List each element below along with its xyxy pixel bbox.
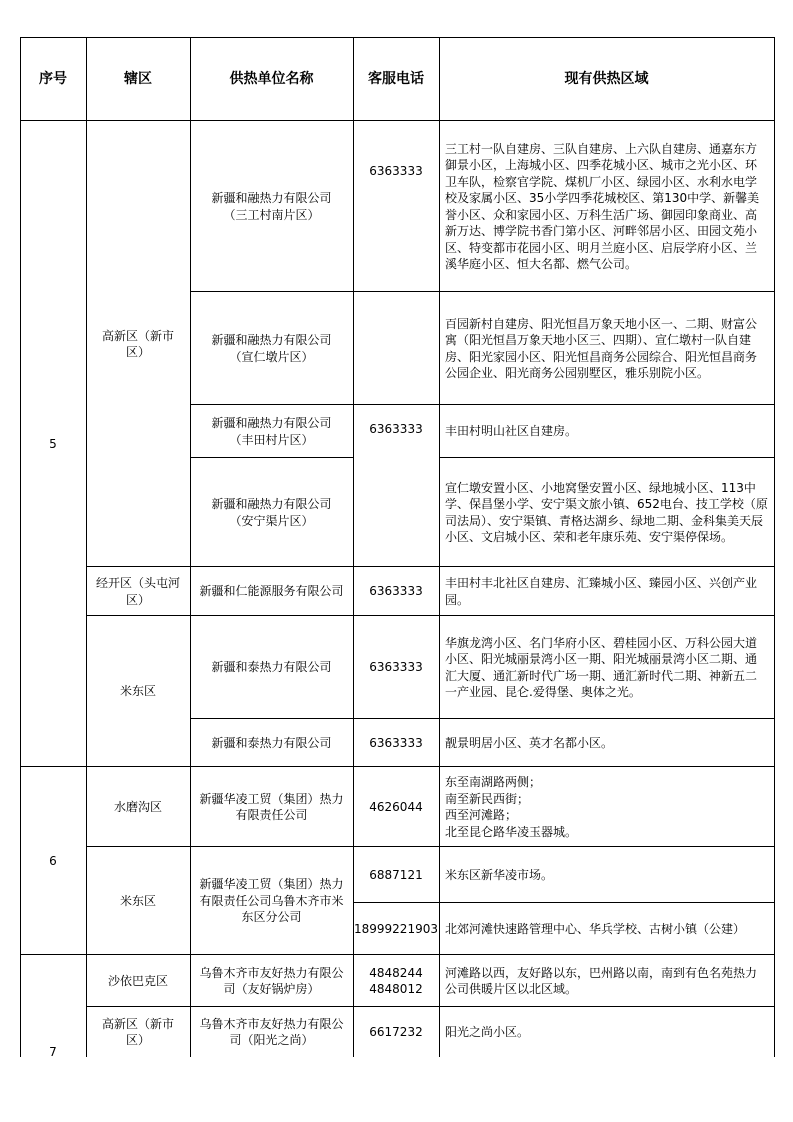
company-row-4: 新疆和融热力有限公司（安宁渠片区） xyxy=(211,497,332,528)
company-row-5: 新疆和仁能源服务有限公司 xyxy=(199,584,344,599)
area-row-1: 三工村一队自建房、三队自建房、上六队自建房、通嘉东方御景小区，上海城小区、四季花城小区、城市之光小区、环卫车队，检察官学院、煤机厂小区、绿园小区、水利水电学校及家属小区、35小学四季花城校区、第130中学、新馨美誉小区、众和家园小区、万科生活广场、御园印象商业、高新万达、博学院书香门第小区、河畔邻居小区、田园文苑小区、特变都市花园小区、明月兰庭小区、启辰学府小区、兰溪华庭小区、恒大名都、燃气公司。 xyxy=(445,141,760,271)
area-line-west: 西至河滩路； xyxy=(445,808,518,822)
phone-row-7: 6363333 xyxy=(369,735,423,750)
hline xyxy=(190,291,775,292)
phone-row-6: 6363333 xyxy=(369,660,423,675)
phone-row-1: 6363333 xyxy=(369,163,423,178)
vline xyxy=(190,37,191,1057)
company-row-11: 乌鲁木齐市友好热力有限公司（友好锅炉房） xyxy=(199,965,344,996)
district-jingkai: 经开区（头屯河区） xyxy=(95,576,180,607)
seq-7: 7 xyxy=(49,1045,57,1059)
hline xyxy=(439,404,775,405)
vline xyxy=(353,37,354,1057)
area-line-south: 南至新民西街； xyxy=(445,791,530,806)
header-area: 现有供热区域 xyxy=(564,70,649,87)
district-gaoxin-2: 高新区（新市区） xyxy=(101,1016,174,1047)
area-row-10: 北郊河滩快速路管理中心、华兵学校、古树小镇（公建） xyxy=(445,921,746,936)
phone-line-2: 4848012 xyxy=(369,982,423,996)
area-row-5: 丰田村丰北社区自建房、汇臻城小区、臻园小区、兴创产业园。 xyxy=(445,576,758,607)
area-row-11: 河滩路以西，友好路以东，巴州路以南，南到有色名苑热力公司供暖片区以北区域。 xyxy=(445,965,758,996)
company-row-3: 新疆和融热力有限公司（丰田村片区） xyxy=(211,416,332,447)
area-row-3: 丰田村明山社区自建房。 xyxy=(445,424,578,439)
district-midong-2: 米东区 xyxy=(119,893,156,908)
company-row-2: 新疆和融热力有限公司（宣仁墩片区） xyxy=(211,333,332,364)
seq-5: 5 xyxy=(49,436,57,451)
phone-line-1: 4848244 xyxy=(369,965,423,980)
area-row-2: 百园新村自建房、阳光恒昌万象天地小区一、二期、财富公寓（阳光恒昌万象天地小区三、四期）、宣仁墩村一队自建房、阳光家园小区、阳光恒昌商务公园综合、阳光恒昌商务公园企业、阳光商务公园别墅区，雅乐别院小区。 xyxy=(445,316,758,380)
area-row-12: 阳光之尚小区。 xyxy=(445,1024,530,1039)
hline xyxy=(190,457,353,458)
phone-row-3: 6363333 xyxy=(369,422,423,437)
header-company: 供热单位名称 xyxy=(229,70,314,87)
hline-header xyxy=(20,120,775,121)
area-line-north: 北至昆仑路华凌玉器城。 xyxy=(445,824,578,839)
area-row-8 xyxy=(439,767,774,847)
header-phone: 客服电话 xyxy=(368,70,424,87)
vline xyxy=(439,37,440,1057)
district-shayibake: 沙依巴克区 xyxy=(107,973,168,988)
company-row-12: 乌鲁木齐市友好热力有限公司（阳光之尚） xyxy=(199,1016,344,1047)
phone-row-10: 18999221903 xyxy=(354,921,438,936)
phone-row-8: 4626044 xyxy=(369,799,423,814)
area-line-east: 东至南湖路两侧； xyxy=(445,775,542,789)
vline-left xyxy=(20,37,21,1057)
company-row-1: 新疆和融热力有限公司（三工村南片区） xyxy=(211,191,332,222)
phone-row-5: 6363333 xyxy=(369,584,423,599)
phone-row-12: 6617232 xyxy=(369,1024,423,1039)
header-seq: 序号 xyxy=(39,70,67,87)
company-row-8: 新疆华凌工贸（集团）热力有限责任公司 xyxy=(199,791,344,822)
company-row-9: 新疆华凌工贸（集团）热力有限责任公司乌鲁木齐市米东区分公司 xyxy=(199,877,344,925)
phone-row-11 xyxy=(353,955,439,1007)
vline xyxy=(86,37,87,1057)
hline-group6 xyxy=(20,766,775,767)
hline xyxy=(439,457,775,458)
district-midong: 米东区 xyxy=(119,684,156,699)
area-row-6: 华旗龙湾小区、名门华府小区、碧桂园小区、万科公园大道小区、阳光城丽景湾小区一期、阳光城丽景湾小区二期、通汇大厦、通汇新时代广场一期、通汇新时代二期、神新五二一产业园、昆仑.爱得堡、奥体之光。 xyxy=(445,635,758,699)
seq-6: 6 xyxy=(49,853,57,868)
hline-top xyxy=(20,37,775,38)
hline xyxy=(190,718,775,719)
district-shuimogou: 水磨沟区 xyxy=(113,799,162,814)
header-district: 辖区 xyxy=(124,70,152,87)
company-row-6: 新疆和泰热力有限公司 xyxy=(211,660,332,675)
area-row-4: 宣仁墩安置小区、小地窝堡安置小区、绿地城小区、113中学、保昌堡小学、安宁渠文旅小镇、652电台、技工学校（原司法局）、安宁渠镇、青格达湖乡、绿地二期、金科集美天辰小区、文启城小区、荣和老年康乐苑、安宁渠停保场。 xyxy=(445,480,768,544)
area-row-7: 靓景明居小区、英才名都小区。 xyxy=(445,735,614,750)
area-row-9: 米东区新华凌市场。 xyxy=(445,867,554,882)
district-gaoxin: 高新区（新市区） xyxy=(101,328,174,359)
hline-group7 xyxy=(20,954,775,955)
vline-right xyxy=(774,37,775,1057)
phone-row-9: 6887121 xyxy=(369,867,423,882)
hline xyxy=(190,404,439,405)
company-row-7: 新疆和泰热力有限公司 xyxy=(211,735,332,750)
hline xyxy=(353,902,775,903)
